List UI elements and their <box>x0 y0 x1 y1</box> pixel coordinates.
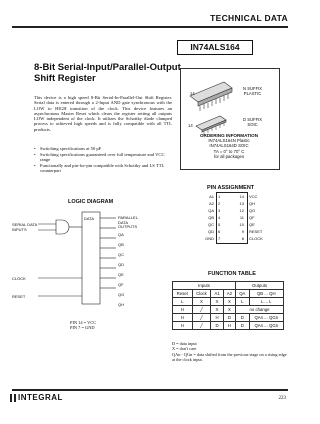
table-cell: ╱ <box>192 306 211 314</box>
table-note: QAn - QGn = data shifted from the previous stage on a rising edge at the clock input. <box>172 351 287 362</box>
package-n <box>243 86 262 96</box>
pin-number: 4 <box>218 215 221 220</box>
table-cell: D <box>236 322 249 330</box>
ordering-line: for all packages <box>213 153 245 159</box>
table-cell: L <box>173 298 193 306</box>
pin-right-labels <box>249 193 263 242</box>
pin-right-numbers <box>236 193 244 242</box>
pin-left-numbers <box>218 193 220 242</box>
document-title <box>34 62 184 84</box>
pin-label: QD <box>208 229 214 234</box>
pin-number: 11 <box>239 215 244 220</box>
clock-input-label: CLOCK <box>12 276 26 281</box>
table-row <box>173 298 284 306</box>
table-cell: ╱ <box>192 314 211 322</box>
table-cell: X <box>192 298 211 306</box>
power-pins-note <box>70 320 96 331</box>
package-type: PLASTIC <box>243 91 262 96</box>
function-table-notes <box>172 341 290 362</box>
table-cell: no change <box>236 306 284 314</box>
table-cell: H <box>173 306 193 314</box>
footer-rule <box>12 389 288 391</box>
column-header: A1 <box>211 290 223 298</box>
pin-label: CLOCK <box>249 236 263 241</box>
outputs-group-header: Outputs <box>236 282 284 290</box>
header-rule <box>12 26 288 28</box>
output-list <box>118 230 124 310</box>
column-header: A2 <box>223 290 235 298</box>
column-header: QB ... QH <box>249 290 283 298</box>
table-cell: X <box>211 298 223 306</box>
function-table <box>172 281 284 330</box>
part-number: IN74ALS164 <box>177 40 253 55</box>
pin-label: RESET <box>249 229 263 234</box>
column-header: QA <box>236 290 249 298</box>
output-label: QA <box>118 232 124 237</box>
logic-diagram-heading: LOGIC DIAGRAM <box>68 199 114 205</box>
output-label: QF <box>118 282 124 287</box>
pin-number: 7 <box>218 236 221 241</box>
table-cell: ╱ <box>192 322 211 330</box>
pin-label: QH <box>249 201 255 206</box>
pin-label: QB <box>208 215 214 220</box>
power-note: PIN 7 = GND <box>70 325 95 331</box>
ordering-info <box>182 133 276 159</box>
description: This device is a high speed 8-Bit Serial-In-Parallel-Out Shift Register. Serial data is entered through a 2-Input AND gate synchronous with the LOW to HIGH transition of the clock. This device features an asynchronous Master Reset which clears the register setting all outputs LOW independent of the clock. It utilizes the Schottky diode clamped process to achieved high speeds and is fully compatible with all TTL products. <box>34 95 172 132</box>
table-cell: H <box>173 314 193 322</box>
feature-text: • Switching specifications guaranteed over full temperature and VCC range <box>40 152 165 163</box>
header-label: TECHNICAL DATA <box>210 13 288 23</box>
pin-number: 6 <box>218 229 221 234</box>
package-type: SOIC <box>247 122 258 127</box>
table-row <box>173 322 284 330</box>
table-cell: D <box>223 314 235 322</box>
reset-input-label: RESET <box>12 294 26 299</box>
pin-number-label: 14 <box>190 91 195 96</box>
page-number: 223 <box>278 396 286 401</box>
pin-label: QC <box>208 222 214 227</box>
pin-label: A2 <box>209 201 214 206</box>
table-cell: H <box>211 314 223 322</box>
table-cell: D <box>211 322 223 330</box>
pin-number: 3 <box>218 208 221 213</box>
package-drawings <box>186 78 236 138</box>
table-cell: X <box>223 298 235 306</box>
package-d <box>243 117 262 127</box>
table-cell: D <box>236 314 249 322</box>
package-name: D SUFFIX <box>243 117 263 122</box>
company-logo: INTEGRAL <box>18 393 63 402</box>
ordering-heading: ORDERING INFORMATION <box>199 133 259 138</box>
pin-number: 14 <box>239 194 244 199</box>
table-group-row <box>173 282 284 290</box>
output-label: QD <box>118 262 124 267</box>
pin-number: 1 <box>218 194 221 199</box>
feature-item <box>34 146 174 151</box>
pin-assignment-heading: PIN ASSIGNMENT <box>207 185 255 191</box>
serial-inputs-label: SERIAL DATA INPUTS <box>12 222 38 232</box>
pin-number: 8 <box>241 236 244 241</box>
title-line-2: Shift Register <box>34 73 96 84</box>
table-cell: L ... L <box>249 298 283 306</box>
ordering-line: TA = 0° to 70° C <box>213 148 245 154</box>
table-cell: X <box>211 306 223 314</box>
output-label: QG <box>118 292 125 297</box>
integral-logo-icon <box>9 393 17 403</box>
column-header: Clock <box>192 290 211 298</box>
feature-text: • Functionally and pin-for-pin compatible with Schottky and LS TTL counterpart <box>40 163 165 174</box>
pin-number: 13 <box>239 201 244 206</box>
table-cell: H <box>173 322 193 330</box>
package-name: N SUFFIX <box>243 86 263 91</box>
table-header-row <box>173 290 284 298</box>
ordering-line: IN74ALS164N Plastic <box>208 138 250 144</box>
pin-number-label: 14 <box>188 123 193 128</box>
parallel-outputs-label: PARALLEL DATA OUTPUTS <box>118 215 138 229</box>
output-label: QE <box>118 272 124 277</box>
pin-label: QE <box>249 222 255 227</box>
pin-left-labels <box>196 193 214 242</box>
pin-label: QG <box>249 208 256 213</box>
pin-label: GND <box>205 236 214 241</box>
pin-number: 5 <box>218 222 221 227</box>
inputs-group-header: Inputs <box>173 282 236 290</box>
power-note: PIN 14 = VCC <box>70 320 97 325</box>
table-cell: X <box>223 306 235 314</box>
table-cell: QAn ... QGn <box>249 322 283 330</box>
function-table-heading: FUNCTION TABLE <box>208 271 256 277</box>
register-block-label: DATA <box>84 216 95 221</box>
ordering-line: IN74ALS164D SOIC <box>209 143 249 149</box>
feature-text: • Switching specifications at 50 pF <box>40 146 102 151</box>
table-row <box>173 306 284 314</box>
column-header: Reset <box>173 290 193 298</box>
table-note: D = data input <box>172 341 197 346</box>
pin-label: QF <box>249 215 255 220</box>
output-label: QB <box>118 242 124 247</box>
pin-number: 12 <box>239 208 244 213</box>
table-cell: L <box>236 298 249 306</box>
pin-number: 10 <box>239 222 244 227</box>
pin-label: A1 <box>209 194 214 199</box>
output-label: QH <box>118 302 124 307</box>
pin-number: 9 <box>241 229 244 234</box>
pin-number: 2 <box>218 201 221 206</box>
pin-label: VCC <box>249 194 258 199</box>
table-cell: QAn ... QGn <box>249 314 283 322</box>
feature-item <box>34 163 174 174</box>
pin-label: QA <box>208 208 214 213</box>
title-line-1: 8-Bit Serial-Input/Parallel-Output <box>34 62 181 73</box>
table-cell: H <box>223 322 235 330</box>
table-row <box>173 314 284 322</box>
feature-item <box>34 152 174 163</box>
output-label: QC <box>118 252 124 257</box>
dip-package-icon <box>190 82 232 111</box>
table-note: X = don't care <box>172 346 197 352</box>
